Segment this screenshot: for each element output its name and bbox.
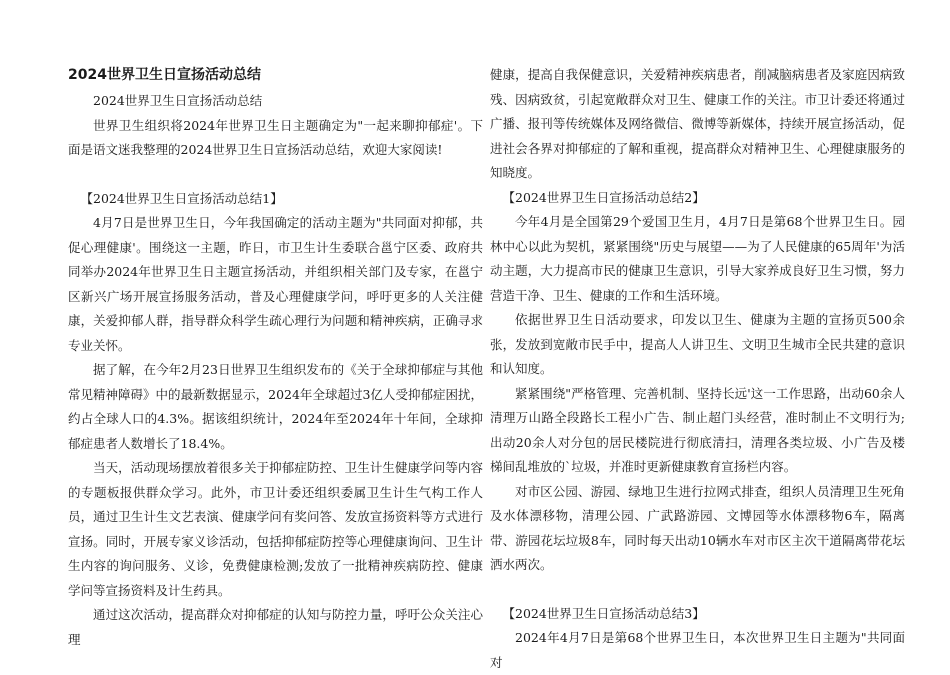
spacer [68,163,483,187]
section-3-heading: 【2024世界卫生日宣扬活动总结3】 [502,605,705,621]
section-2-paragraph-4: 对市区公园、游园、绿地卫生进行拉网式排查，组织人员清理卫生死角及水体漂移物，清理公园、广武路游园、文博园等水体漂移物6车，隔离带、游园花坛垃圾8车，同时每天出动10辆水车对市区主次干道隔离带花坛洒水两次。 [490,483,905,572]
section-2-heading: 【2024世界卫生日宣扬活动总结2】 [502,189,705,205]
section-2-paragraph-1: 今年4月是全国第29个爱国卫生月，4月7日是第68个世界卫生日。园林中心以此为契机，紧紧围绕"历史与展望——为了人民健康的65周年'为活动主题，大力提高市民的健康卫生意识，引导大家养成良好卫生习惯，努力营造干净、卫生、健康的工作和生活环境。 [490,214,905,303]
section-1-paragraph-2: 据了解，在今年2月23日世界卫生组织发布的《关于全球抑郁症与其他常见精神障碍》中的最新数据显示，2024年全球超过3亿人受抑郁症困扰，约占全球人口的4.3%。据该组织统计，2024年至2024年十年间，全球抑郁症患者人数增长了18.4%。 [68,362,483,451]
right-column [490,63,905,675]
section-1-paragraph-4-start: 通过这次活动，提高群众对抑郁症的认知与防控力量，呼吁公众关注心理 [68,607,483,647]
section-1-paragraph-3: 当天，活动现场摆放着很多关于抑郁症防控、卫生计生健康学问等内容的专题板报供群众学习。此外，市卫计委还组织委属卫生计生气构工作人员，通过卫生计生文艺表演、健康学问有奖问答、发放宣扬资料等方式进行宣扬。同时，开展专家义诊活动，包括抑郁症防控等心理健康询问、卫生计生内容的询问服务、义诊，免费健康检测;发放了一批精神疾病防控、健康学问等宣扬资料及计生药具。 [68,460,483,598]
document-title: 2024世界卫生日宣扬活动总结 [68,67,261,83]
section-1-paragraph-1: 4月7日是世界卫生日，今年我国确定的活动主题为"共同面对抑郁，共促心理健康'。围绕这一主题，昨日，市卫生计生委联合邕宁区委、政府共同举办2024年世界卫生日主题宣扬活动，并组织相关部门及专家，在邕宁区新兴广场开展宣扬服务活动，普及心理健康学问，呼吁更多的人关注健康，关爱抑郁人群，指导群众科学生疏心理行为问题和精神疾病，正确寻求专业关怀。 [68,215,483,353]
spacer [490,578,905,602]
section-2-paragraph-3: 紧紧围绕"严格管理、完善机制、坚持长远'这一工作思路，出动60余人清理万山路全段路长工程小广告、制止超门头经营，准时制止不文明行为;出动20余人对分包的居民楼院进行彻底清扫，清理各类垃圾、小广告及楼梯间乱堆放的`垃圾，并准时更新健康教育宣扬栏内容。 [490,385,905,474]
intro-paragraph: 世界卫生组织将2024年世界卫生日主题确定为"一起来聊抑郁症'。下面是语文迷我整理的2024世界卫生日宣扬活动总结，欢迎大家阅读! [68,117,483,157]
section-3-paragraph-1-start: 2024年4月7日是第68个世界卫生日，本次世界卫生日主题为"共同面对 [490,630,905,670]
section-1-heading: 【2024世界卫生日宣扬活动总结1】 [80,190,283,206]
document-subtitle: 2024世界卫生日宣扬活动总结 [93,93,263,108]
left-column [68,63,483,652]
section-2-paragraph-2: 依据世界卫生日活动要求，印发以卫生、健康为主题的宣扬页500余张，发放到宽敞市民手中，提高人人讲卫生、文明卫生城市全民共建的意识和认知度。 [490,312,905,376]
section-1-paragraph-4-continued: 健康，提高自我保健意识，关爱精神疾病患者，削减脑病患者及家庭因病致残、因病致贫，引起宽敞群众对卫生、健康工作的关注。市卫计委还将通过广播、报刊等传统媒体及网络微信、微博等新媒体，持续开展宣扬活动，促进社会各界对抑郁症的了解和重视，提高群众对精神卫生、心理健康服务的知晓度。 [490,67,905,180]
